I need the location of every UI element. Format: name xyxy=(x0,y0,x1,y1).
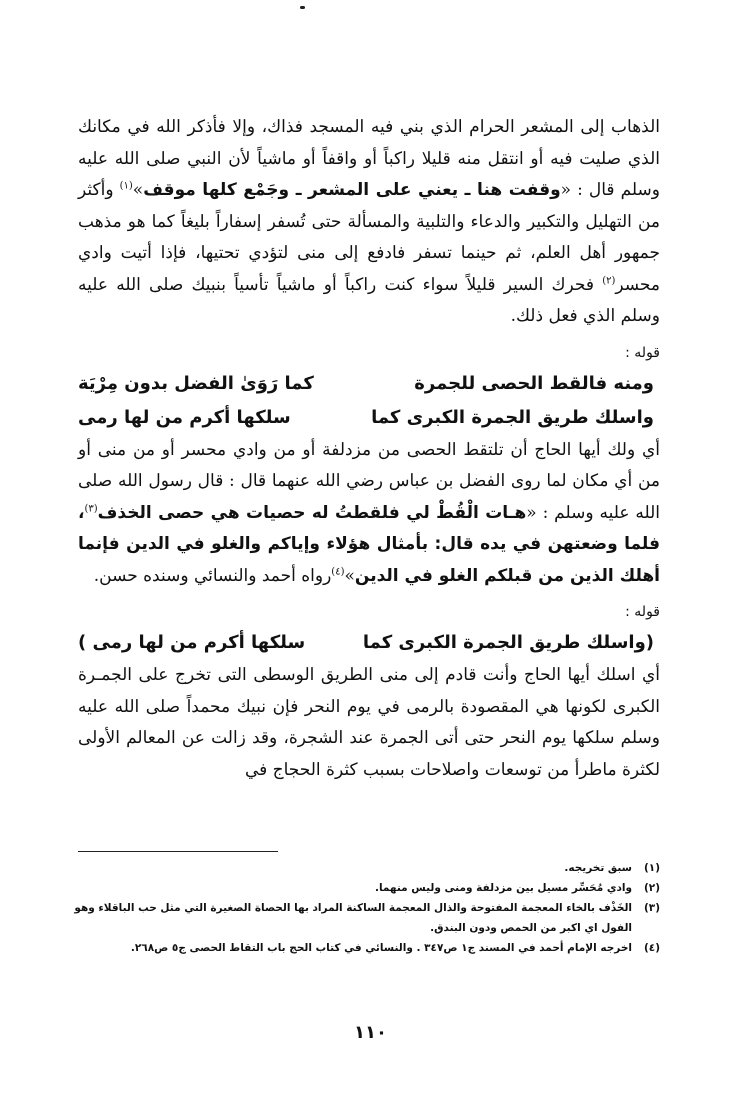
footnote-item xyxy=(70,878,660,898)
verse-hemistich: واسلك طريق الجمرة الكبرى كما xyxy=(371,406,654,428)
footnote-text: الخَذْف بالخاء المعجمة المفتوحة والذال المعجمة الساكنة المراد بها الحصاة الصغيرة التي مثل حب الباقلاء وهو الفول اي اكبر من الحمص ودون البندق. xyxy=(74,902,632,934)
verse-hemistich: كما رَوَىٰ الفضل بدون مِرْيَة xyxy=(78,372,314,394)
footnote-divider xyxy=(78,851,278,852)
footnote-number: (٤) xyxy=(643,942,660,954)
verse-hemistich: (واسلك طريق الجمرة الكبرى كما xyxy=(362,632,654,653)
footnote-item xyxy=(70,858,660,878)
verse-line xyxy=(78,367,660,401)
footnote-number: (١) xyxy=(643,862,660,874)
verse-hemistich: سلكها أكرم من لها رمى ) xyxy=(78,632,306,653)
footnote-ref: (٤) xyxy=(331,565,345,577)
footnote-number: (٣) xyxy=(643,902,660,914)
footnote-text: سبق تخريجه. xyxy=(564,862,632,874)
footnote-text: اخرجه الإمام أحمد في المسند ج١ ص٣٤٧ . والنسائي في كتاب الحج باب التقاط الحصى ج٥ ص٢٦٨. xyxy=(130,942,632,954)
footnote-ref: (٢) xyxy=(602,274,616,286)
paragraph-2: أي ولك أيها الحاج أن تلتقط الحصى من مزدلفة أو من وادي محسر أو من منى أو من أي مكان لما روى الفضل بن عباس رضي الله عنهما قال : قال رسول الله صلى الله عليه وسلم : «هـات الْقُطْ لي فلقطتُ له حصيات هي حصى الخذف$^{(٣)}$، فلما وضعتهن في يده قال: بأمثال هؤلاء وإياكم والغلو في الدين فإنما أهلك الذين من قبلكم الغلو في الدين»$^{(٤)}$رواه أحمد والنسائي وسنده حسن. xyxy=(78,439,660,586)
footnotes xyxy=(70,858,660,958)
verse-hemistich: ومنه فالقط الحصى للجمرة xyxy=(414,372,654,394)
page-number: ١١٠ xyxy=(354,1022,387,1043)
verse-line xyxy=(78,401,660,435)
footnote-item xyxy=(70,938,660,958)
hadith-quote: وقفت هنا ـ يعني على المشعر ـ وجَمْع كلها موقف xyxy=(143,180,561,200)
footnote-item xyxy=(70,898,660,938)
section-label: قوله : xyxy=(625,344,660,361)
top-mark xyxy=(300,6,305,9)
verse-hemistich: سلكها أكرم من لها رمى xyxy=(78,406,291,428)
footnote-number: (٢) xyxy=(643,882,660,894)
paragraph-3: أي اسلك أيها الحاج وأنت قادم إلى منى الطريق الوسطى التى تخرج على الجمـرة الكبرى لكونها هي المقصودة بالرمى في يوم النحر فإن نبيك محمداً صلى الله عليه وسلم سلكها يوم النحر حتى أتى الجمرة عند الشجرة، وقد زالت عن المعالم الأولى لكثرة ماطرأ من توسعات واصلاحات بسبب كثرة الحجاج في xyxy=(78,665,660,780)
verse-line xyxy=(78,626,660,660)
hadith-quote: ، فلما وضعتهن في يده قال: بأمثال هؤلاء وإياكم والغلو في الدين فإنما أهلك الذين من قبلكم الغلو في الدين xyxy=(78,502,660,586)
section-label: قوله : xyxy=(625,604,660,620)
hadith-quote: هـات الْقُطْ لي فلقطتُ له حصيات هي حصى الخذف xyxy=(97,502,527,523)
footnote-ref: (٣) xyxy=(84,502,98,514)
footnote-ref: (١) xyxy=(119,180,133,192)
paragraph-1: الذهاب إلى المشعر الحرام الذي بني فيه المسجد فذاك، وإلا فأذكر الله في مكانك الذي صليت فيه أو انتقل منه قليلا راكباً أو واقفاً أو ماشياً لأن النبي صلى الله عليه وسلم قال : «وقفت هنا ـ يعني على المشعر ـ وجَمْع كلها موقف»$^{(١)}$ وأكثر من التهليل والتكبير والدعاء والتلبية والمسألة حتى تُسفر إسفاراً بليغاً كما هو مذهب جمهور أهل العلم، ثم حينما تسفر فادفع إلى منى لتؤدي تحتيها، فإذا أتيت وادي محسر$^{(٢)}$ فحرك السير قليلاً سواء كنت راكباً أو ماشياً تأسياً بنبيك صلى الله عليه وسلم الذي فعل ذلك. xyxy=(78,117,660,326)
main-text xyxy=(78,112,660,786)
footnote-text: وادي مُحَسِّر مسيل بين مزدلفة ومنى وليس منهما. xyxy=(374,882,632,894)
